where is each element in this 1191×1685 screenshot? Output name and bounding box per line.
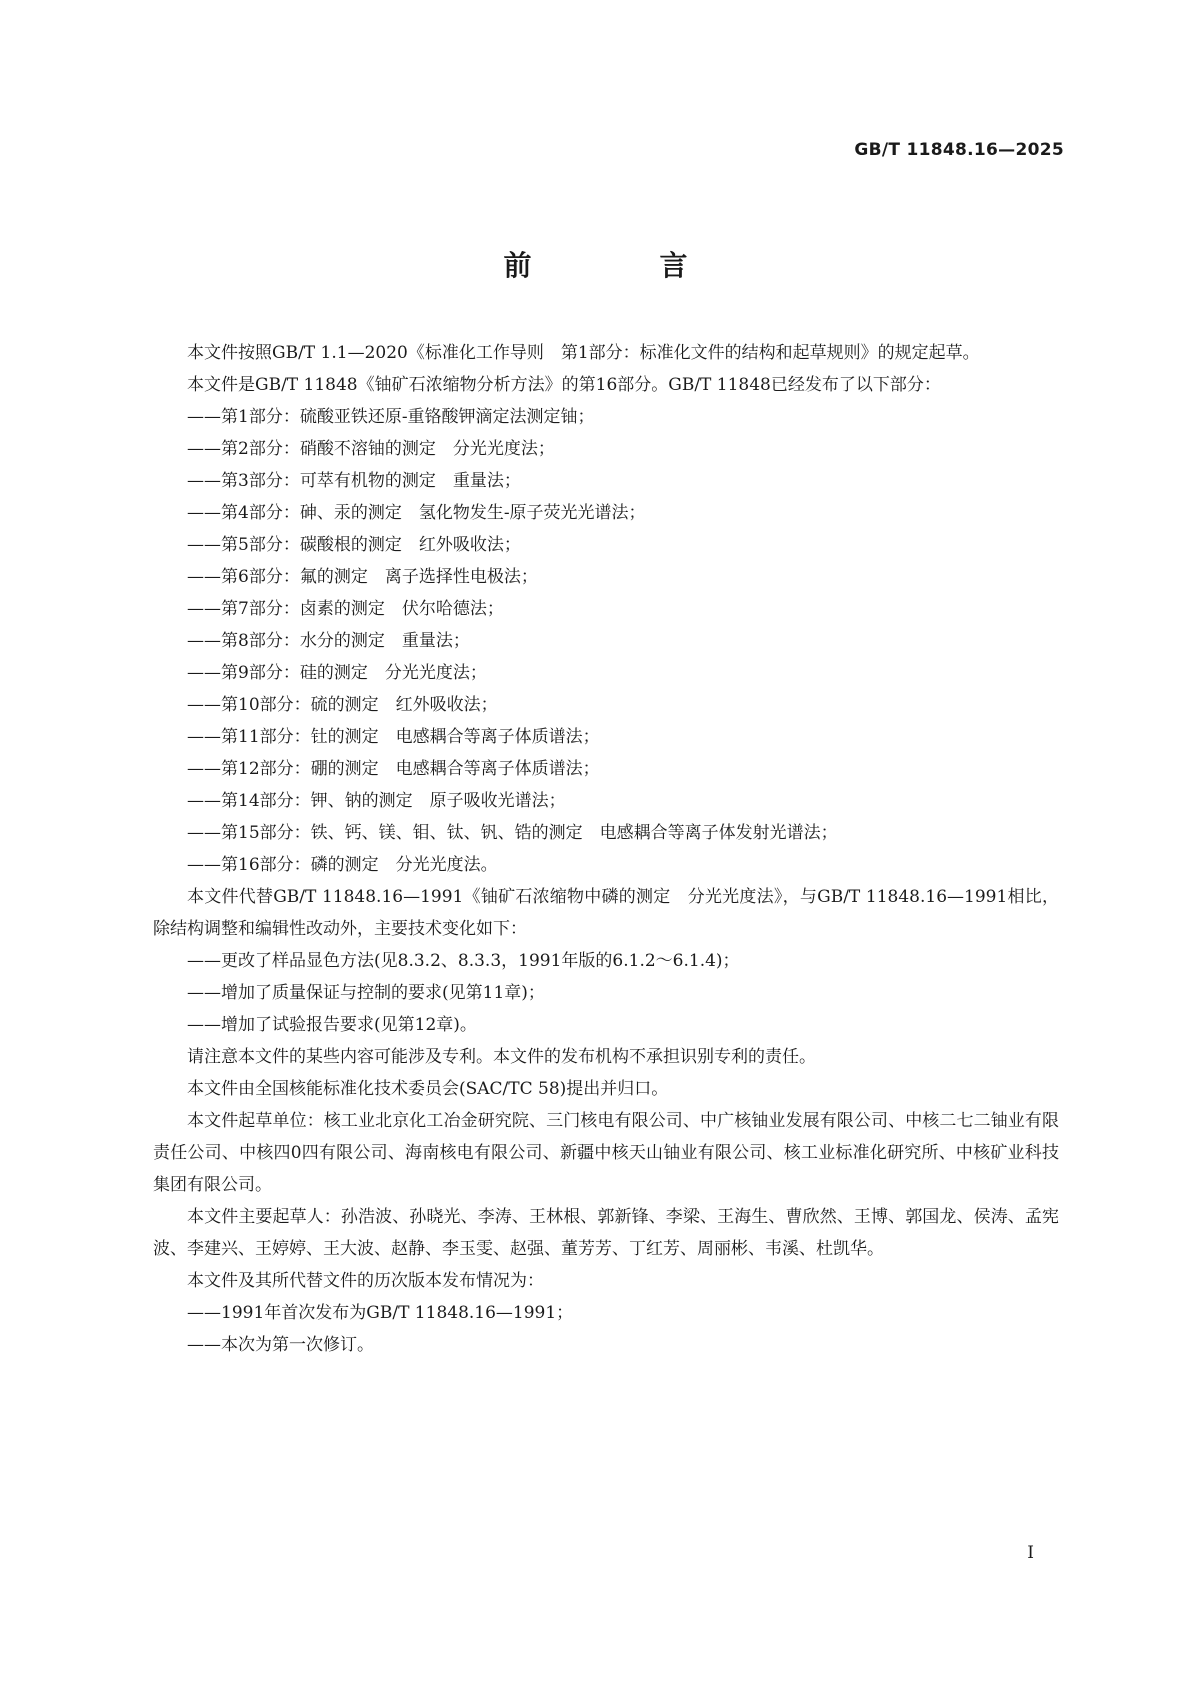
list-item: ——第8部分：水分的测定 重量法； xyxy=(187,631,470,651)
list-item: ——第1部分：硫酸亚铁还原-重铬酸钾滴定法测定铀； xyxy=(187,407,595,427)
list-item: ——第10部分：硫的测定 红外吸收法； xyxy=(187,695,498,715)
document-body xyxy=(153,337,1059,1361)
paragraph-history-intro: 本文件及其所代替文件的历次版本发布情况为： xyxy=(187,1271,544,1291)
history-list xyxy=(153,1297,1059,1361)
list-item: ——增加了质量保证与控制的要求(见第11章)； xyxy=(187,983,545,1003)
changes-list xyxy=(153,945,1059,1041)
list-item: ——第6部分：氟的测定 离子选择性电极法； xyxy=(187,567,538,587)
parts-list xyxy=(153,401,1059,881)
paragraph-patent-notice: 请注意本文件的某些内容可能涉及专利。本文件的发布机构不承担识别专利的责任。 xyxy=(187,1047,816,1067)
standard-code: GB/T 11848.16—2025 xyxy=(854,140,1064,160)
list-item: ——第12部分：硼的测定 电感耦合等离子体质谱法； xyxy=(187,759,600,779)
list-item: ——第2部分：硝酸不溶铀的测定 分光光度法； xyxy=(187,439,555,459)
page-number: I xyxy=(1027,1543,1034,1563)
list-item: ——第15部分：铁、钙、镁、钼、钛、钒、锆的测定 电感耦合等离子体发射光谱法； xyxy=(187,823,838,843)
paragraph-proposer: 本文件由全国核能标准化技术委员会(SAC/TC 58)提出并归口。 xyxy=(187,1079,669,1099)
list-item: ——第9部分：硅的测定 分光光度法； xyxy=(187,663,487,683)
list-item: ——第5部分：碳酸根的测定 红外吸收法； xyxy=(187,535,521,555)
list-item: ——第16部分：磷的测定 分光光度法。 xyxy=(187,855,498,875)
list-item: ——第14部分：钾、钠的测定 原子吸收光谱法； xyxy=(187,791,566,811)
list-item: ——更改了样品显色方法(见8.3.2、8.3.3，1991年版的6.1.2～6.1.4)； xyxy=(187,951,740,971)
list-item: ——第7部分：卤素的测定 伏尔哈德法； xyxy=(187,599,504,619)
paragraph-drafters: 本文件主要起草人：孙浩波、孙晓光、李涛、王林根、郭新锋、李梁、王海生、曹欣然、王博、郭国龙、侯涛、孟宪波、李建兴、王婷婷、王大波、赵静、李玉雯、赵强、董芳芳、丁红芳、周丽彬、韦溪、杜凯华。 xyxy=(153,1207,1059,1259)
page-title: 前 言 xyxy=(503,249,738,282)
list-item: ——第4部分：砷、汞的测定 氢化物发生-原子荧光光谱法； xyxy=(187,503,646,523)
paragraph-drafting-rules: 本文件按照GB/T 1.1—2020《标准化工作导则 第1部分：标准化文件的结构和起草规则》的规定起草。 xyxy=(187,343,980,363)
paragraph-series-intro: 本文件是GB/T 11848《铀矿石浓缩物分析方法》的第16部分。GB/T 11848已经发布了以下部分： xyxy=(187,375,941,395)
paragraph-replacement: 本文件代替GB/T 11848.16—1991《铀矿石浓缩物中磷的测定 分光光度法》，与GB/T 11848.16—1991相比，除结构调整和编辑性改动外，主要技术变化如下： xyxy=(153,887,1059,939)
list-item: ——1991年首次发布为GB/T 11848.16—1991； xyxy=(187,1303,574,1323)
list-item: ——本次为第一次修订。 xyxy=(187,1335,374,1355)
paragraph-drafting-units: 本文件起草单位：核工业北京化工冶金研究院、三门核电有限公司、中广核铀业发展有限公司、中核二七二铀业有限责任公司、中核四0四有限公司、海南核电有限公司、新疆中核天山铀业有限公司、核工业标准化研究所、中核矿业科技集团有限公司。 xyxy=(153,1111,1059,1195)
list-item: ——增加了试验报告要求(见第12章)。 xyxy=(187,1015,477,1035)
list-item: ——第3部分：可萃有机物的测定 重量法； xyxy=(187,471,521,491)
list-item: ——第11部分：钍的测定 电感耦合等离子体质谱法； xyxy=(187,727,600,747)
